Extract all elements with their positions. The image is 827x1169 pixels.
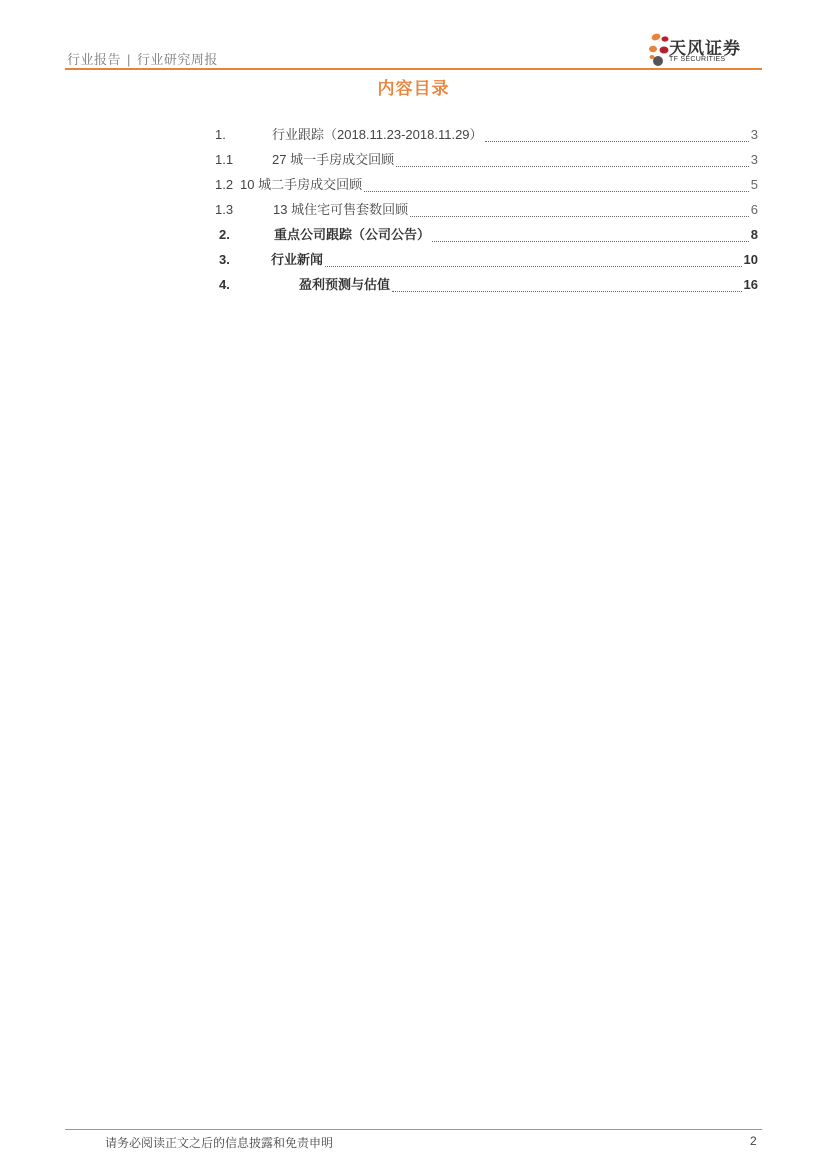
toc-entry-text: 盈利预测与估值: [299, 277, 391, 292]
toc-entry-text: 27 城一手房成交回顾: [272, 152, 395, 167]
toc-entry-text: 13 城住宅可售套数回顾: [273, 202, 409, 217]
toc-entry-text: 10 城二手房成交回顾: [240, 177, 363, 192]
toc-entry-number: 2.: [219, 227, 230, 242]
logo-wordmark: 天风证券: [669, 39, 741, 58]
toc-entry-number: 1.1: [215, 152, 234, 167]
toc-entry-text: 重点公司跟踪（公司公告）: [274, 227, 431, 242]
toc-entry-number: 4.: [219, 277, 230, 292]
header-breadcrumb: [67, 49, 218, 68]
toc-entry-page: 10: [743, 252, 758, 267]
toc-entry-1-3[interactable]: [215, 199, 758, 224]
dot-leader: [392, 291, 742, 292]
report-series: 行业研究周报: [136, 52, 218, 67]
toc-entry-page: 16: [743, 277, 758, 292]
dot-leader: [485, 141, 749, 142]
toc-entry-4[interactable]: [215, 274, 758, 299]
toc-entry-1-2[interactable]: [215, 174, 758, 199]
table-of-contents: [215, 124, 758, 299]
toc-entry-2[interactable]: [215, 224, 758, 249]
toc-entry-number: 1.2: [215, 177, 234, 192]
toc-entry-text: 行业跟踪（2018.11.23-2018.11.29）: [272, 127, 483, 142]
toc-entry-number: 3.: [219, 252, 230, 267]
header-separator: |: [127, 52, 131, 67]
dot-leader: [410, 216, 749, 217]
toc-entry-number: 1.: [215, 127, 226, 142]
header-divider: [65, 68, 762, 70]
toc-entry-text: 行业新闻: [271, 252, 324, 267]
toc-entry-page: 8: [750, 227, 758, 242]
logo-subtitle: TF SECURITIES: [669, 56, 726, 63]
toc-entry-1[interactable]: [215, 124, 758, 149]
toc-entry-3[interactable]: [215, 249, 758, 274]
toc-title: 内容目录: [377, 79, 450, 98]
toc-entry-1-1[interactable]: [215, 149, 758, 174]
page-number: 2: [750, 1134, 757, 1148]
report-type: 行业报告: [67, 52, 122, 67]
toc-entry-page: 6: [750, 202, 758, 217]
dot-leader: [432, 241, 749, 242]
footer-disclaimer: 请务必阅读正文之后的信息披露和免责申明: [105, 1136, 334, 1150]
footer-divider: [65, 1129, 762, 1130]
toc-entry-page: 3: [750, 152, 758, 167]
toc-entry-number: 1.3: [215, 202, 234, 217]
toc-entry-page: 3: [750, 127, 758, 142]
toc-entry-page: 5: [750, 177, 758, 192]
dot-leader: [396, 166, 749, 167]
dot-leader: [364, 191, 749, 192]
dot-leader: [325, 266, 742, 267]
